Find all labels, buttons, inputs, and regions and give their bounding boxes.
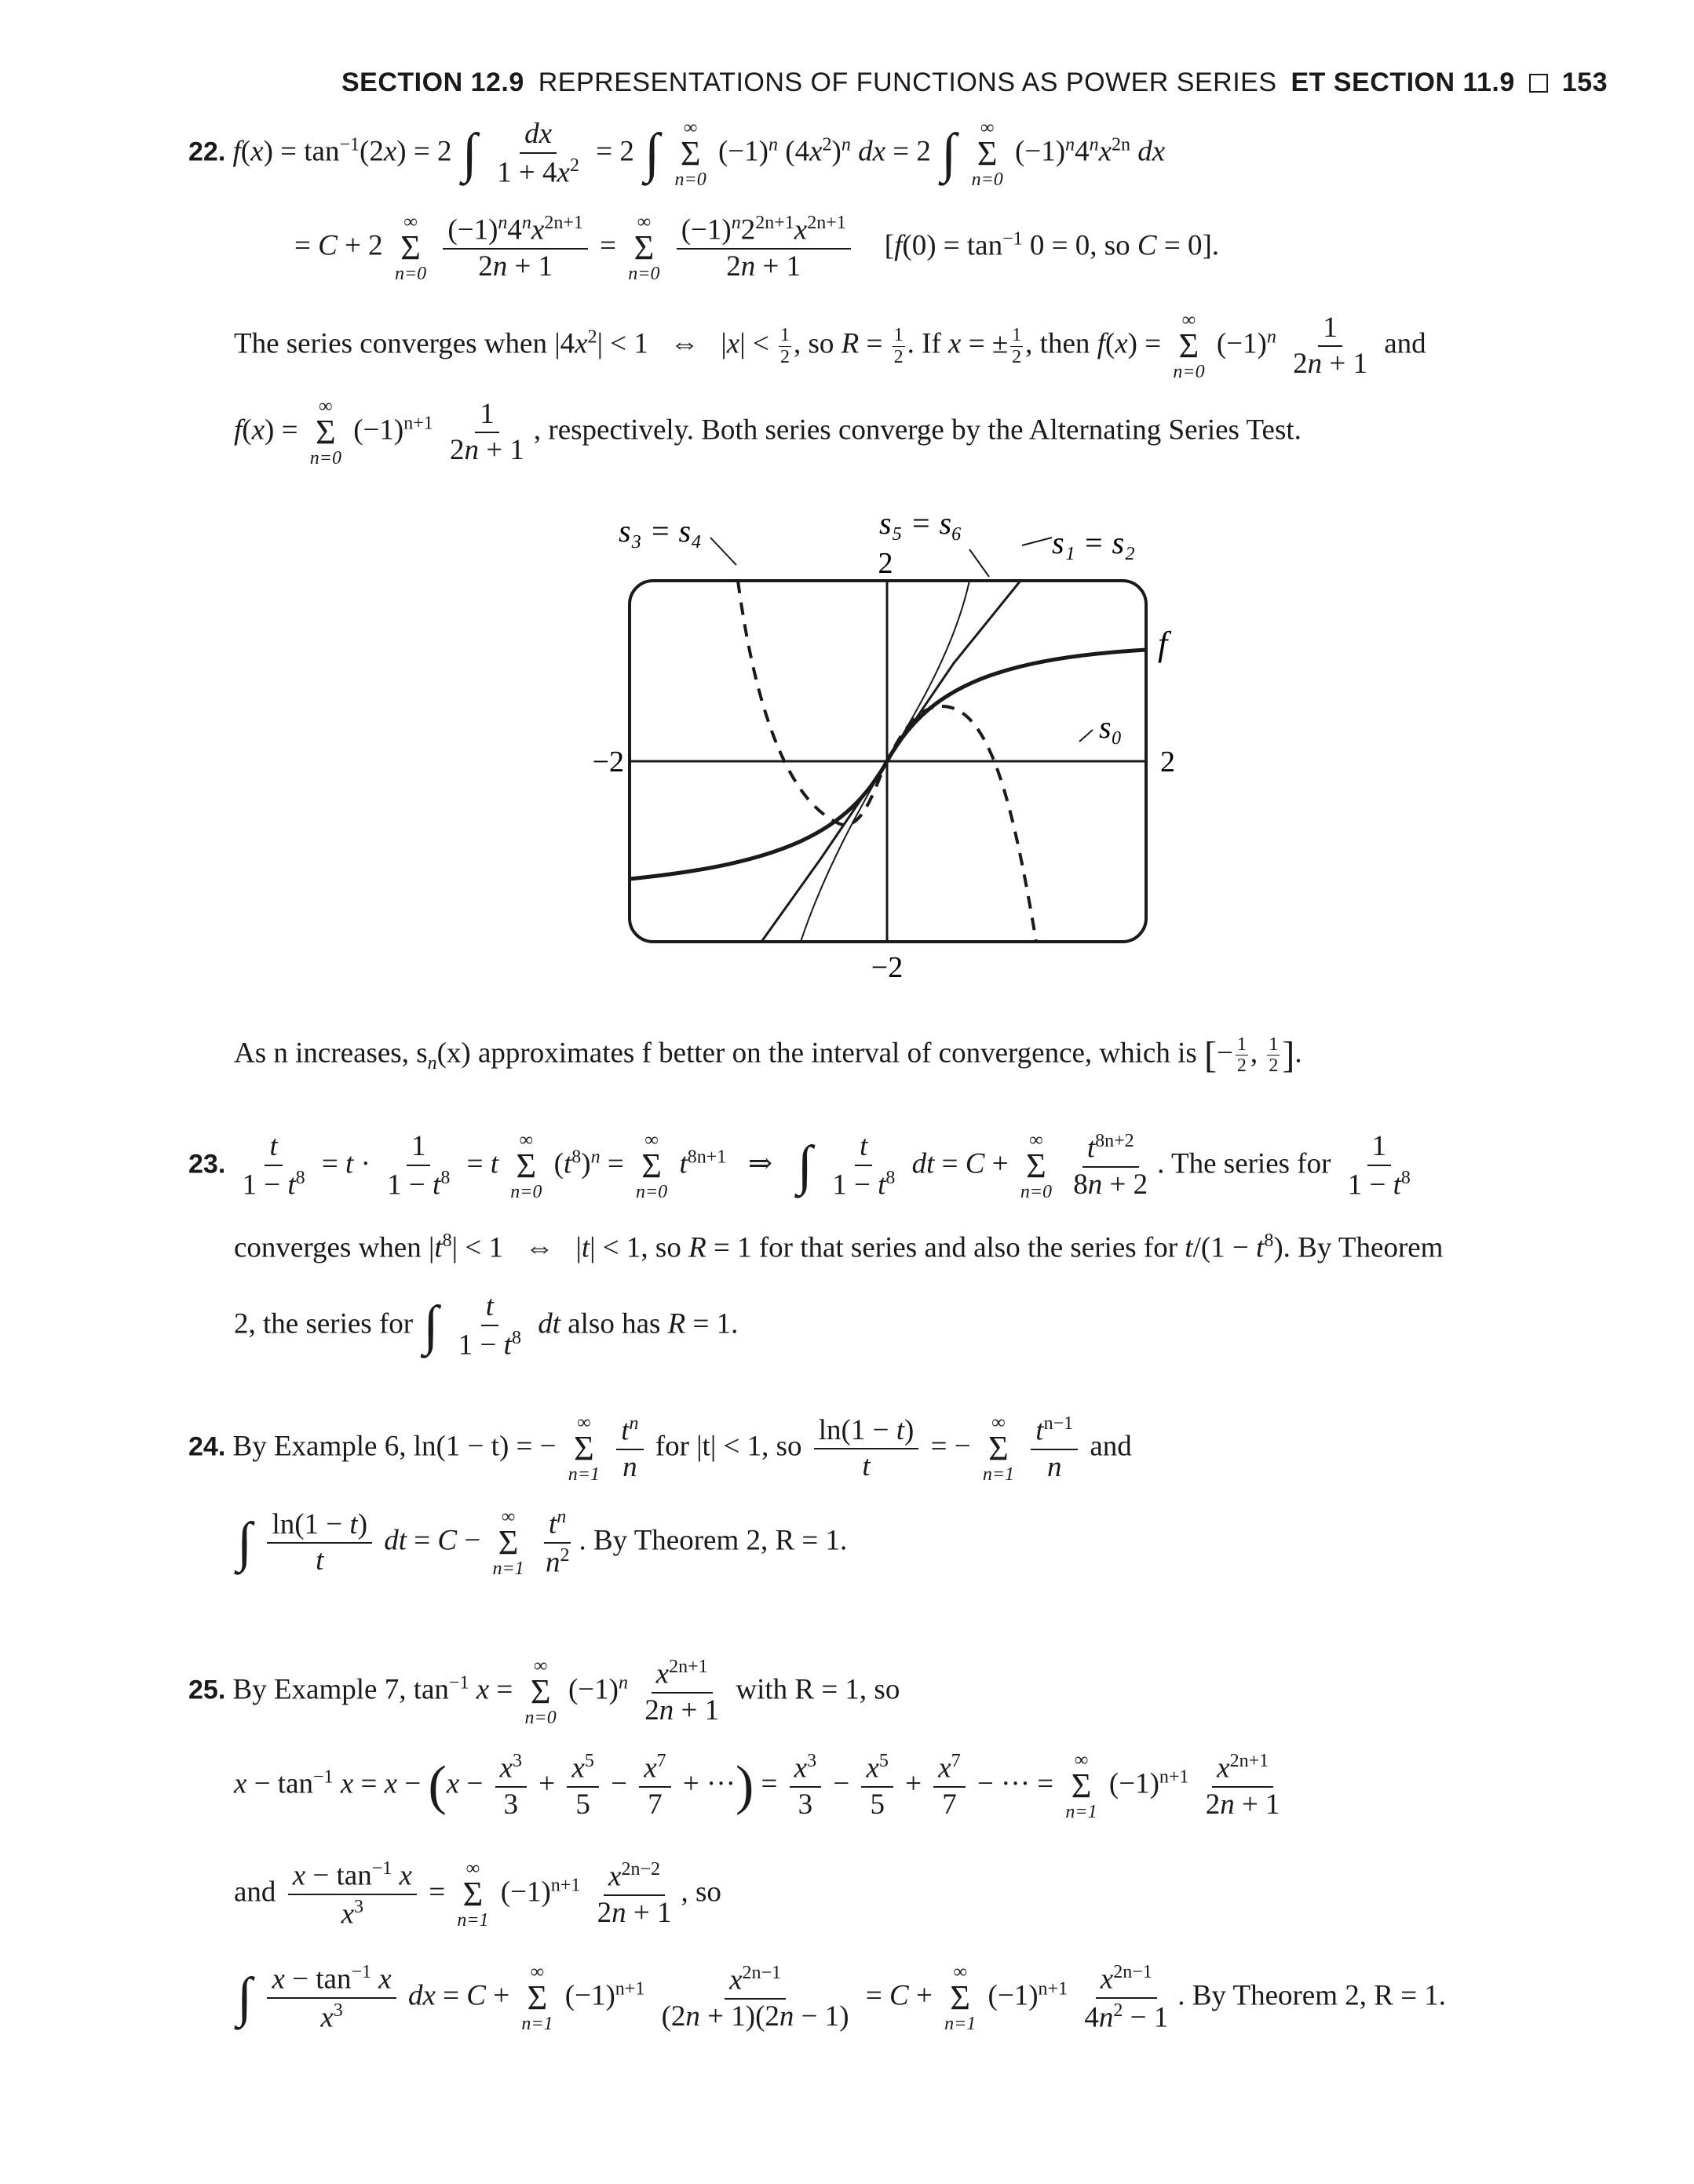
problem-number-22: 22. xyxy=(188,137,226,167)
series-graph xyxy=(549,502,1225,1004)
p22-line4: f(x) = ∞ Σ n=0 $(-1)^{n+1}$ $\frac{1}{2n + 1}$ , respectively. Both series converge by the Alternating Series Test. xyxy=(234,396,1302,469)
p25-line4: ∫ $\frac{x - \tan^{-1} x}{x^3}$ dx = C + ∞ Σ n=1 $(-1)^{n+1}$ $\frac{x^{2n-1}}{(2n + 1)(2n - 1)}$ = C + ∞ Σ n=1 $(-1)^{n+1}$ $\frac{x^{2n-1}}{4n^2 - 1}$ . By Theorem 2, R = 1. xyxy=(237,1962,1447,2034)
p25-line1: 25. By Example 7, $\tan^{-1} x$ = ∞ Σ n=0 $(-1)^n$ $\frac{x^{2n+1}}{2n + 1}$ with R = 1, so xyxy=(188,1656,900,1728)
p24-theorem: . By Theorem 2, R = 1. xyxy=(579,1524,848,1557)
p24-intro: By Example 6, ln(1 − t) = − xyxy=(232,1430,557,1463)
p22-both-text: , respectively. Both series converge by the Alternating Series Test. xyxy=(533,414,1302,447)
p23-line3-a: 2, the series for xyxy=(234,1307,414,1340)
p24-line2: ∫ $\frac{\ln(1 - t)}{t}$ dt = C − ∞ Σ n=1 $\frac{t^n}{n^2}$ . By Theorem 2, R = 1. xyxy=(237,1507,848,1579)
p25-line2: $x - \tan^{-1} x = x - (x$ − $\frac{x^3}{3}$ + $\frac{x^5}{5}$ − $\frac{x^7}{7}$ + ···) = $\frac{x^3}{3}$ − $\frac{x^5}{5}$ + $\frac{x^7}{7}$ − ··· = ∞ Σ n=1 $(-1)^{n+1}$ $\frac{x^{2n+1}}{2n + 1}$ xyxy=(234,1750,1280,1822)
problem-number-23: 23. xyxy=(188,1149,226,1180)
label-f: f xyxy=(1158,625,1168,663)
square-icon xyxy=(1529,74,1548,93)
label-s5s6: s₅ = s₆ xyxy=(879,505,962,541)
p25-with-r: with R = 1, so xyxy=(736,1673,900,1706)
p22-line3: The series converges when $|4x^2| < 1$ ⇔ |x| < $\frac{1}{2}$ , so R = $\frac{1}{2}$ . If x = ± $\frac{1}{2}$ , then f(x) = ∞ Σ n=0 $(-1)^n$ $\frac{1}{2n + 1}$ and xyxy=(234,310,1426,382)
label-s3s4: s₃ = s₄ xyxy=(619,513,702,549)
p23-line3: 2, the series for ∫ $\frac{t}{1 - t^8}$ dt also has R = 1. xyxy=(234,1290,739,1362)
p23-line2-a: converges when xyxy=(234,1231,422,1264)
p23-line1: 23. $\frac{t}{1 - t^8}$ = t · $\frac{1}{1 - t^8}$ = t ∞ Σ n=0 $(t^8)^n$ = ∞ Σ n=0 $t^{8n+1}$ ⇒ ∫ $\frac{t}{1 - t^8}$ dt = C + ∞ Σ n=0 $\frac{t^{8n+2}}{8n + 2}$ . The series for $\frac{1}{1 - t^8}$ xyxy=(188,1130,1411,1202)
p24-and: and xyxy=(1090,1430,1132,1463)
p25-intro: By Example 7, tan xyxy=(232,1673,449,1706)
curve-s3-s4 xyxy=(738,581,942,825)
p25-theorem: . By Theorem 2, R = 1. xyxy=(1177,1979,1447,2012)
label-ybot: −2 xyxy=(871,951,904,984)
p22-caption-a: As n increases, s xyxy=(234,1037,428,1070)
p23-series-for: The series for xyxy=(1171,1147,1331,1180)
problem-number-24: 24. xyxy=(188,1431,226,1462)
p22-converge-text: The series converges when xyxy=(234,327,547,360)
p25-so: , so xyxy=(681,1876,721,1909)
et-section: ET SECTION 11.9 xyxy=(1291,67,1515,97)
pointer-s5s6 xyxy=(969,549,989,577)
p23-line2-b: for that series and also the series for xyxy=(758,1231,1178,1264)
curve-s0 xyxy=(942,706,1036,942)
problem-number-25: 25. xyxy=(188,1675,226,1705)
p22-caption-b: (x) approximates f better on the interval of convergence, which is xyxy=(436,1037,1197,1070)
page-header xyxy=(341,67,1608,98)
p23-line2-c: By Theorem xyxy=(1298,1231,1444,1264)
page-number: 153 xyxy=(1561,67,1608,97)
label-xright: 2 xyxy=(1160,746,1175,778)
label-s0: s₀ xyxy=(1099,709,1123,745)
p22-line1: 22. $f(x) = \tan^{-1}(2x) = 2$ ∫ $\frac{dx}{1 + 4x^2}$ = 2 ∫ ∞ Σ n=0 $(-1)^n$ $(4x^2)^n$ dx = 2 ∫ ∞ Σ n=0 $(-1)^n4^nx^{2n}$ dx xyxy=(188,118,1166,190)
section-title: REPRESENTATIONS OF FUNCTIONS AS POWER SERIES xyxy=(538,67,1277,97)
p25-and: and xyxy=(234,1876,276,1909)
label-ytop: 2 xyxy=(878,547,893,580)
p22-line2: = C + 2 ∞ Σ n=0 $\frac{(-1)^n4^nx^{2n+1}}{2n + 1}$ = ∞ Σ n=0 $\frac{(-1)^n2^{2n+1}x^{2n+1}}{2n + 1}$ [$f(0) = \tan^{-1} 0 = 0$, so C = 0]. xyxy=(294,212,1220,284)
section-number: SECTION 12.9 xyxy=(341,67,524,97)
p23-line3-b: also has xyxy=(568,1307,661,1340)
label-xleft: −2 xyxy=(592,746,624,778)
pointer-s3s4 xyxy=(710,538,736,565)
p24-for: for |t| < 1, so xyxy=(655,1430,802,1463)
p24-line1: 24. By Example 6, ln(1 − t) = − ∞ Σ n=1 $\frac{t^n}{n}$ for |t| < 1, so $\frac{\ln(1 - t)}{t}$ = − ∞ Σ n=1 $\frac{t^{n-1}}{n}$ and xyxy=(188,1413,1132,1485)
pointer-s1s2 xyxy=(1022,538,1052,545)
p23-line2: converges when $|t^8| < 1$ ⇔ |t| < 1, so R = 1 for that series and also the series for $t/(1 - t^8)$. By Theorem xyxy=(234,1231,1444,1264)
p22-caption: As n increases, $s_n(x)$ approximates f better on the interval of convergence, which is [− $\frac{1}{2}$ , $\frac{1}{2}$ ]. xyxy=(234,1034,1302,1077)
pointer-s0 xyxy=(1079,730,1093,742)
label-s1s2: s₁ = s₂ xyxy=(1052,525,1135,560)
p25-line3: and $\frac{x - \tan^{-1} x}{x^3}$ = ∞ Σ n=1 $(-1)^{n+1}$ $\frac{x^{2n-2}}{2n + 1}$ , so xyxy=(234,1858,721,1931)
